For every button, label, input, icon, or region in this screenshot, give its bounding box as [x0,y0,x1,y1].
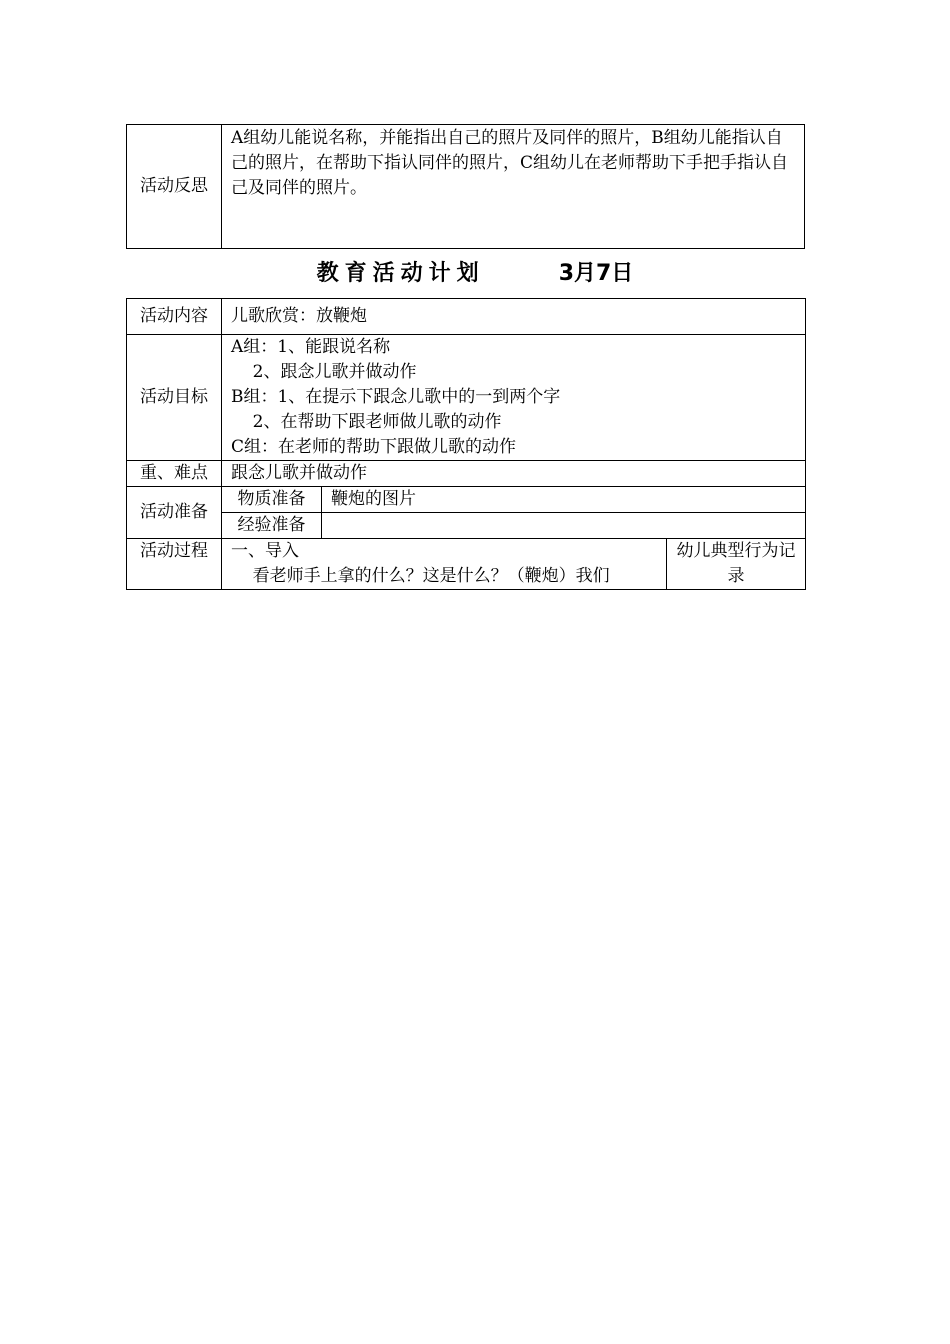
key-label: 重、难点 [127,461,222,487]
experience-value [322,513,806,539]
plan-table [126,298,806,590]
experience-label: 经验准备 [222,513,322,539]
prep-label: 活动准备 [127,487,222,539]
goals-label: 活动目标 [127,335,222,461]
reflection-label: 活动反思 [127,125,222,249]
content-label: 活动内容 [127,299,222,335]
material-label: 物质准备 [222,487,322,513]
goal-line: B组：1、在提示下跟念儿歌中的一到两个字 [231,387,561,407]
goal-line: 2、跟念儿歌并做动作 [231,362,417,382]
record-label: 幼儿典型行为记录 [667,539,806,590]
material-value: 鞭炮的图片 [322,487,806,513]
content-value: 儿歌欣赏：放鞭炮 [222,299,806,335]
goals-list [222,335,806,461]
plan-title [0,258,950,290]
plan-date: 3月7日 [558,261,634,286]
process-label: 活动过程 [127,539,222,590]
goal-line: C组：在老师的帮助下跟做儿歌的动作 [231,437,517,457]
reflection-table [126,124,805,249]
process-text [222,539,667,590]
process-line: 看老师手上拿的什么？这是什么？（鞭炮）我们 [231,566,610,586]
key-value: 跟念儿歌并做动作 [222,461,806,487]
goal-line: A组：1、能跟说名称 [231,337,391,357]
goal-line: 2、在帮助下跟老师做儿歌的动作 [231,412,502,432]
reflection-text: A组幼儿能说名称，并能指出自己的照片及同伴的照片，B组幼儿能指认自己的照片，在帮助下指认同伴的照片，C组幼儿在老师帮助下手把手指认自己及同伴的照片。 [222,125,805,249]
plan-title-text: 教育活动计划 [316,261,485,286]
process-line: 一、导入 [231,541,299,561]
